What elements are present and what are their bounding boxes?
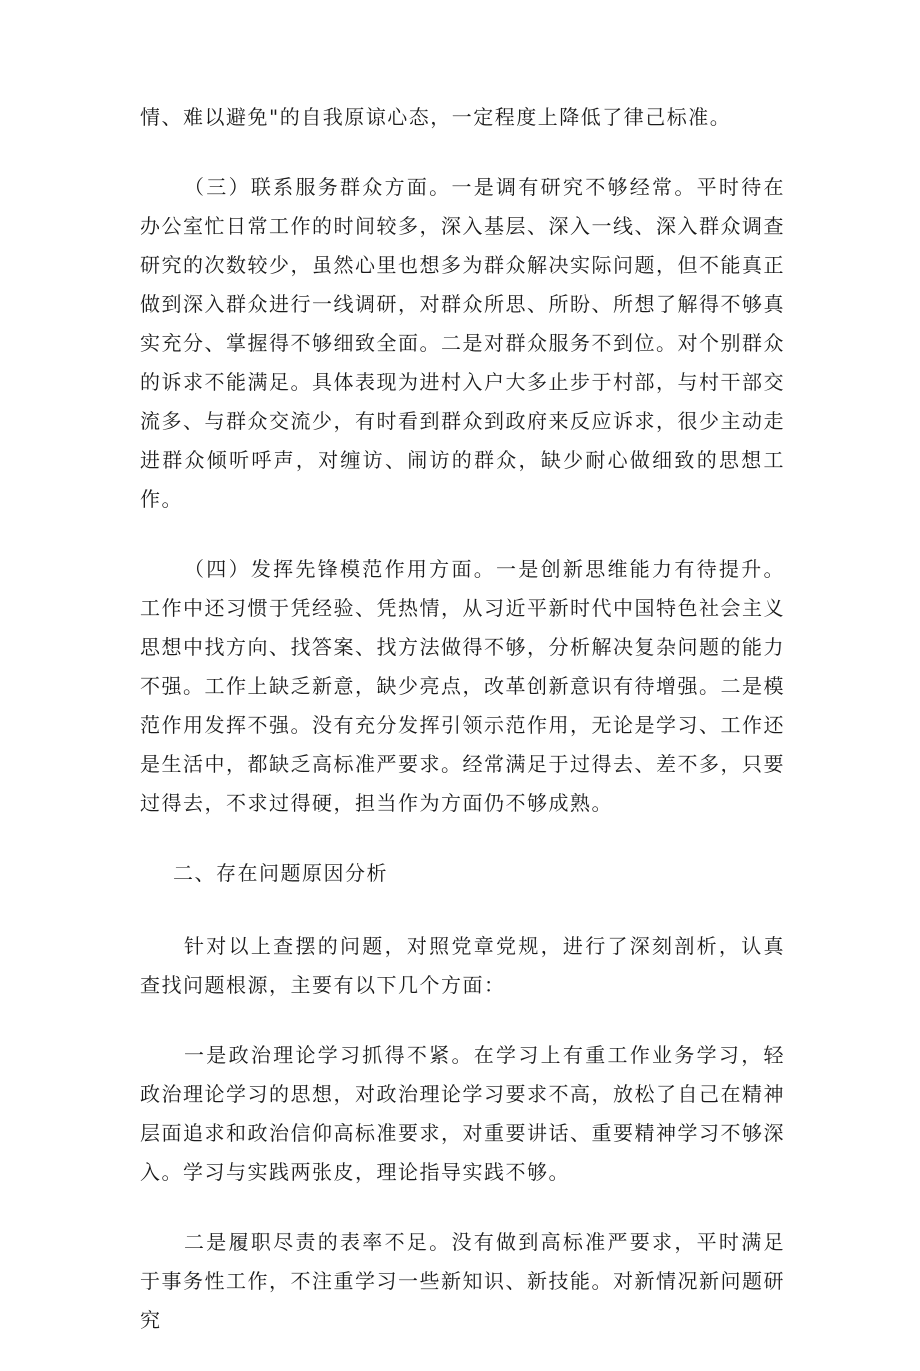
paragraph-cause-one: 一是政治理论学习抓得不紧。在学习上有重工作业务学习，轻政治理论学习的思想，对政治理论学习要求不高，放松了自己在精神层面追求和政治信仰高标准要求，对重要讲话、重要精神学习不够深入。学习与实践两张皮，理论指导实践不够。 [140, 1043, 785, 1184]
paragraph-intro: 针对以上查摆的问题，对照党章党规，进行了深刻剖析，认真查找问题根源，主要有以下几个方面： [140, 934, 785, 997]
paragraph-cause-two: 二是履职尽责的表率不足。没有做到高标准严要求，平时满足于事务性工作，不注重学习一些新知识、新技能。对新情况新问题研究 [140, 1230, 785, 1332]
paragraph-section-three: （三）联系服务群众方面。一是调有研究不够经常。平时待在办公室忙日常工作的时间较多，深入基层、深入一线、深入群众调查研究的次数较少，虽然心里也想多为群众解决实际问题，但不能真正做到深入群众进行一线调研，对群众所思、所盼、所想了解得不够真实充分、掌握得不够细致全面。二是对群众服务不到位。对个别群众的诉求不能满足。具体表现为进村入户大多止步于村部，与村干部交流多、与群众交流少，有时看到群众到政府来反应诉求，很少主动走进群众倾听呼声，对缠访、闹访的群众，缺少耐心做细致的思想工作。 [140, 175, 785, 511]
paragraph-section-four: （四）发挥先锋模范作用方面。一是创新思维能力有待提升。工作中还习惯于凭经验、凭热情，从习近平新时代中国特色社会主义思想中找方向、找答案、找方法做得不够，分析解决复杂问题的能力不强。工作上缺乏新意，缺少亮点，改革创新意识有待增强。二是模范作用发挥不强。没有充分发挥引领示范作用，无论是学习、工作还是生活中，都缺乏高标准严要求。经常满足于过得去、差不多，只要过得去，不求过得硬，担当作为方面仍不够成熟。 [140, 557, 785, 815]
section-heading-cause-analysis: 二、存在问题原因分析 [173, 861, 388, 885]
paragraph-continuation: 情、难以避免"的自我原谅心态，一定程度上降低了律己标准。 [140, 105, 732, 129]
document-body [140, 98, 785, 1371]
